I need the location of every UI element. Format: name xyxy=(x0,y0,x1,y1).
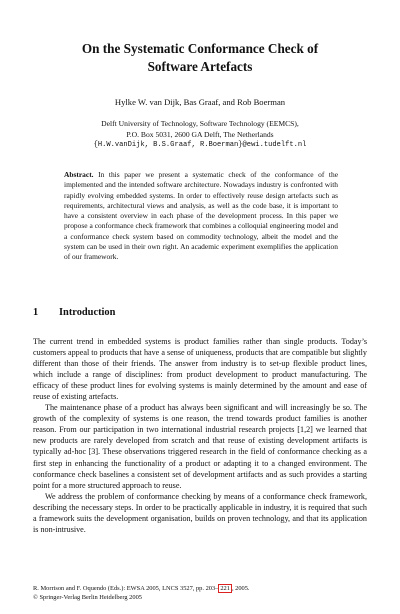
footer-citation-year: , 2005. xyxy=(231,585,250,592)
page-end-link[interactable]: 221 xyxy=(220,585,230,592)
affiliation xyxy=(30,119,370,151)
body-text xyxy=(33,336,367,535)
page-footer xyxy=(33,585,250,602)
footer-citation-text: R. Morrison and F. Oquendo (Eds.): EWSA 2005, LNCS 3527, pp. 203– xyxy=(33,585,219,592)
paragraph: We address the problem of conformance checking by means of a conformance check framework, describing the necessary steps. In order to be practically applicable in industry, it is required that such a framework suits the development organisation, builds on proven technology, and that its application is non-intrusive. xyxy=(33,491,367,534)
footer-copyright: © Springer-Verlag Berlin Heidelberg 2005 xyxy=(33,593,142,601)
section-heading xyxy=(33,307,115,318)
abstract-label: Abstract. xyxy=(64,170,94,179)
authors: Hylke W. van Dijk, Bas Graaf, and Rob Boerman xyxy=(114,97,286,107)
affiliation-line-1: Delft University of Technology, Software Technology (EEMCS), xyxy=(101,119,299,128)
title-line-2: Software Artefacts xyxy=(147,59,253,74)
abstract xyxy=(64,170,338,263)
paragraph: The current trend in embedded systems is product families rather than single products. Today’s customers appeal to products that have a sense of uniqueness, products that are compatible but slightly different than those of their friends. The answer from industry is to set-up flexible product lines, which include a range of disciplines: from product development to product manufacturing. The efficacy of these product lines for evolving systems is mainly determined by the amount and ease of reuse of existing artefacts. xyxy=(33,337,367,402)
section-number: 1 xyxy=(33,307,39,318)
footer-citation xyxy=(33,585,250,594)
paragraph: The maintenance phase of a product has always been significant and will increasingly be so. The growth of the complexity of systems is one reason, the trend towards product families is another reason. From our participation in two international industrial research projects [1,2] we learned that new products are rarely developed from scratch and that reuse of existing development artifacts is typically ad-hoc [3]. These observations triggered research in the field of conformance checking as a first step in enhancing the functionality of a product or adapting it to a changed environment. The conformance check baselines a consistent set of development artifacts and as such provides a starting point for a more structured approach to reuse. xyxy=(33,403,367,490)
author-emails: {H.W.vanDijk, B.S.Graaf, R.Boerman}@ewi.tudelft.nl xyxy=(93,141,307,149)
title-line-1: On the Systematic Conformance Check of xyxy=(81,41,319,56)
abstract-text: In this paper we present a systematic check of the conformance of the implemented and the intended software architecture. Nowadays industry is confronted with rapidly evolving embedded systems. In order to effectively reuse design artefacts such as requirements, architectural views and analysis, as well as the code base, it is important to have a consistent overview in each phase of the development process. In this paper we propose a conformance check framework that combines a colloquial engineering model and a conformance check system based on commodity technology, albeit the model and the system can be used in their own right. An academic experiment exemplifies the application of our framework. xyxy=(64,170,339,262)
paper-title xyxy=(30,40,370,76)
section-title: Introduction xyxy=(59,307,116,318)
affiliation-line-2: P.O. Box 5031, 2600 GA Delft, The Netherlands xyxy=(126,129,274,139)
